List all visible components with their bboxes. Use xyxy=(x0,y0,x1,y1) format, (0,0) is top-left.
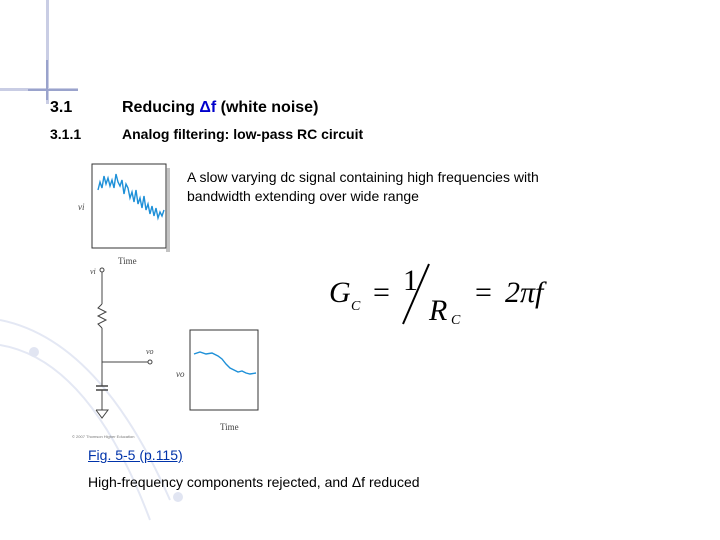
formula-lhs-subscript: C xyxy=(351,299,361,314)
formula-denominator: R xyxy=(429,294,448,327)
circuit-input-label: vi xyxy=(90,267,96,276)
slide-decoration-accent-vertical xyxy=(46,60,48,100)
formula-denominator-subscript: C xyxy=(451,313,461,328)
input-time-label: Time xyxy=(118,256,137,266)
rc-filter-figure xyxy=(70,158,260,442)
output-time-label: Time xyxy=(220,422,239,432)
signal-description: A slow varying dc signal containing high frequencies with bandwidth extending over wide range xyxy=(187,169,539,204)
section-number: 3.1 xyxy=(50,99,73,116)
filter-result-note: High-frequency components rejected, and Δf reduced xyxy=(88,474,420,490)
subsection-title: Analog filtering: low-pass RC circuit xyxy=(122,126,364,142)
slide-decoration-accent-horizontal xyxy=(28,89,78,91)
output-axis-label: vo xyxy=(176,369,185,379)
formula-rhs: 2πf xyxy=(505,276,544,309)
output-terminal xyxy=(148,360,152,364)
figure-reference-link[interactable]: Fig. 5-5 (p.115) xyxy=(88,447,183,463)
subsection-number: 3.1.1 xyxy=(50,126,82,142)
circuit-output-label: vo xyxy=(146,347,154,356)
input-terminal xyxy=(100,268,104,272)
ground-icon xyxy=(96,410,108,418)
cutoff-formula xyxy=(325,260,585,328)
formula-numerator: 1 xyxy=(403,264,418,297)
delta-symbol: Δf xyxy=(199,99,217,116)
input-plot-shadow xyxy=(166,168,170,252)
output-signal-plot-frame xyxy=(190,330,258,410)
formula-equals-1: = xyxy=(373,276,390,309)
input-signal-plot-frame xyxy=(92,164,166,248)
formula-equals-2: = xyxy=(475,276,492,309)
copyright-text: © 2007 Thomson Higher Education xyxy=(72,434,135,439)
section-title: Reducing Δf (white noise) xyxy=(122,99,319,116)
resistor-icon xyxy=(98,304,106,328)
input-axis-label: vi xyxy=(78,202,85,212)
formula-lhs: G xyxy=(329,276,351,309)
